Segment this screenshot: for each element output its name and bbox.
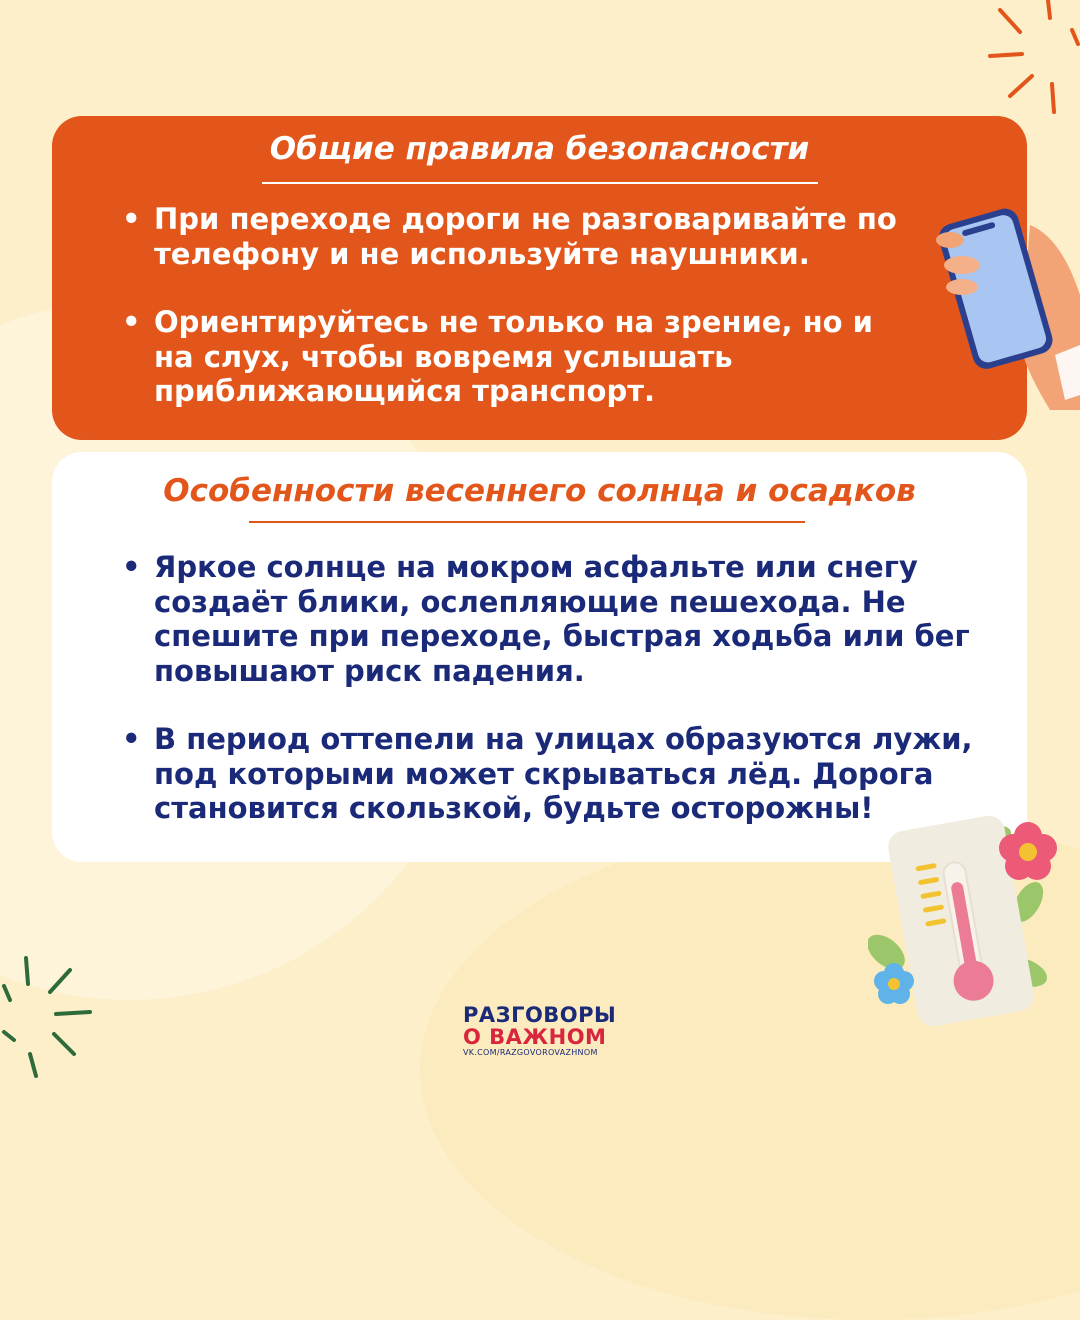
phone-in-hand-icon xyxy=(930,195,1080,410)
spring-features-divider xyxy=(249,521,805,523)
bullet-icon: • xyxy=(122,202,141,236)
spring-features-title: Особенности весеннего солнца и осадков xyxy=(163,473,916,509)
logo-line-1: РАЗГОВОРЫ xyxy=(463,1003,617,1027)
list-item xyxy=(122,550,982,688)
bullet-text: В период оттепели на улицах образуются лужи, под которыми может скрываться лёд. Дорога становится скользкой, будьте осторожны! xyxy=(154,722,973,825)
safety-rules-list xyxy=(122,202,922,443)
bullet-text: Яркое солнце на мокром асфальте или снегу создаёт блики, ослепляющие пешехода. Не спешите при переходе, быстрая ходьба или бег повышают риск падения. xyxy=(154,550,970,688)
logo-url: VK.COM/RAZGOVOROVAZHNOM xyxy=(463,1048,598,1057)
spring-features-card xyxy=(52,452,1027,862)
safety-rules-divider xyxy=(262,182,818,184)
list-item xyxy=(122,722,982,826)
bullet-icon: • xyxy=(122,722,141,756)
sunburst-icon-bottom-left xyxy=(0,950,100,1080)
list-item xyxy=(122,202,922,271)
sunburst-icon-top-right xyxy=(980,0,1080,120)
list-item xyxy=(122,305,922,409)
thermometer-flowers-icon xyxy=(868,812,1060,1027)
safety-rules-title: Общие правила безопасности xyxy=(269,131,810,167)
safety-rules-card xyxy=(52,116,1027,440)
bullet-icon: • xyxy=(122,305,141,339)
bullet-icon: • xyxy=(122,550,141,584)
bullet-text: При переходе дороги не разговаривайте по телефону и не используйте наушники. xyxy=(154,202,897,271)
logo-line-2: О ВАЖНОМ xyxy=(463,1025,607,1049)
razgovory-o-vazhnom-logo xyxy=(463,1004,623,1058)
bullet-text: Ориентируйтесь не только на зрение, но и на слух, чтобы вовремя услышать приближающийся транспорт. xyxy=(154,305,873,408)
spring-features-list xyxy=(122,550,982,860)
